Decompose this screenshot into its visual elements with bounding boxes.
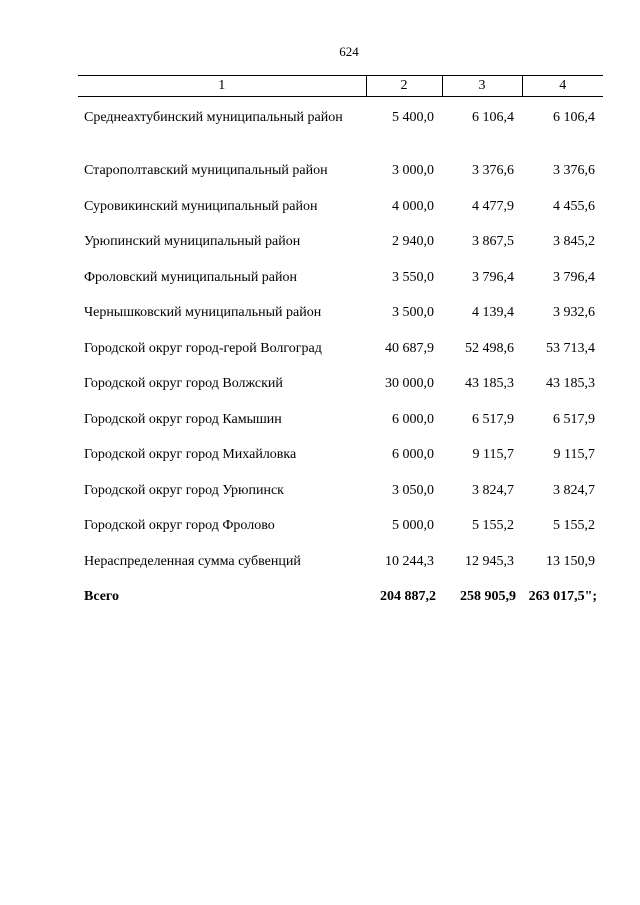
column-header-4: 4 [522, 76, 603, 97]
row-value-col3: 4 477,9 [472, 198, 514, 214]
row-value-col4: 4 455,6 [553, 198, 595, 214]
row-value-col4: 3 932,6 [553, 305, 595, 320]
row-name: Городской округ город Урюпинск [84, 482, 284, 498]
row-value-col2: 3 550,0 [392, 269, 434, 285]
row-value-col3: 3 867,5 [472, 234, 514, 249]
row-value-col2: 3 000,0 [392, 163, 434, 178]
row-value-col2: 6 000,0 [392, 411, 434, 427]
row-value-col2: 3 050,0 [392, 482, 434, 498]
row-name: Старополтавский муниципальный район [84, 163, 328, 178]
subvention-table [78, 75, 603, 624]
row-name: Нераспределенная сумма субвенций [84, 553, 301, 569]
row-value-col3: 9 115,7 [472, 447, 514, 462]
row-value-col4: 53 713,4 [546, 340, 595, 356]
row-value-col2: 5 400,0 [392, 110, 434, 125]
column-header-2: 2 [366, 76, 442, 97]
row-value-col2: 5 000,0 [392, 518, 434, 533]
page-number: 624 [339, 44, 359, 59]
row-value-col3: 3 796,4 [472, 269, 514, 285]
table-row [78, 304, 603, 340]
row-value-col3: 6 517,9 [472, 411, 514, 427]
row-value-col2: 2 940,0 [392, 234, 434, 249]
row-name: Чернышковский муниципальный район [84, 305, 322, 320]
total-row [78, 588, 603, 624]
total-value-col2: 204 887,2 [380, 589, 436, 604]
row-value-col4: 3 824,7 [553, 482, 595, 498]
table-row [78, 340, 603, 376]
row-value-col3: 12 945,3 [465, 553, 514, 569]
row-value-col2: 3 500,0 [392, 305, 434, 320]
row-name: Городской округ город Михайловка [84, 447, 297, 462]
row-value-col3: 6 106,4 [472, 110, 514, 125]
table-header [78, 76, 603, 97]
row-value-col3: 43 185,3 [465, 376, 514, 391]
total-value-col4: 263 017,5"; [528, 589, 597, 604]
table-row [78, 517, 603, 553]
table-row [78, 198, 603, 234]
row-value-col3: 4 139,4 [472, 305, 514, 320]
column-header-3: 3 [442, 76, 522, 97]
row-name: Городской округ город Фролово [84, 518, 275, 533]
row-value-col3: 3 824,7 [472, 482, 514, 498]
total-label: Всего [84, 589, 119, 604]
row-name: Урюпинский муниципальный район [84, 234, 301, 249]
row-value-col4: 3 376,6 [553, 163, 595, 178]
total-value-col3: 258 905,9 [460, 589, 516, 604]
table-body [78, 97, 603, 624]
column-header-1: 1 [78, 76, 366, 97]
row-value-col4: 5 155,2 [553, 518, 595, 533]
row-value-col2: 30 000,0 [385, 376, 434, 391]
table-row [78, 553, 603, 589]
row-value-col2: 4 000,0 [392, 198, 434, 214]
table-row [78, 233, 603, 269]
row-name: Городской округ город Камышин [84, 411, 282, 427]
row-value-col4: 13 150,9 [546, 553, 595, 569]
table-row [78, 269, 603, 305]
row-value-col4: 43 185,3 [546, 376, 595, 391]
table-row [78, 482, 603, 518]
row-value-col4: 9 115,7 [553, 447, 595, 462]
table-row [78, 411, 603, 447]
table-row [78, 162, 603, 198]
row-value-col2: 10 244,3 [385, 553, 434, 569]
row-value-col2: 40 687,9 [385, 340, 434, 356]
row-value-col3: 5 155,2 [472, 518, 514, 533]
row-name: Фроловский муниципальный район [84, 269, 298, 285]
row-value-col4: 6 106,4 [553, 110, 595, 125]
row-value-col4: 6 517,9 [553, 411, 595, 427]
table-row [78, 375, 603, 411]
row-name: Городской округ город-герой Волгоград [84, 340, 322, 356]
table-row [78, 109, 603, 162]
row-value-col4: 3 796,4 [553, 269, 595, 285]
row-value-col3: 3 376,6 [472, 163, 514, 178]
row-name: Суровикинский муниципальный район [84, 198, 318, 214]
table-row [78, 446, 603, 482]
row-name: Городской округ город Волжский [84, 376, 283, 391]
row-name: Среднеахтубинский муниципальный район [84, 110, 343, 125]
row-value-col4: 3 845,2 [553, 234, 595, 249]
row-value-col3: 52 498,6 [465, 340, 514, 356]
row-value-col2: 6 000,0 [392, 447, 434, 462]
